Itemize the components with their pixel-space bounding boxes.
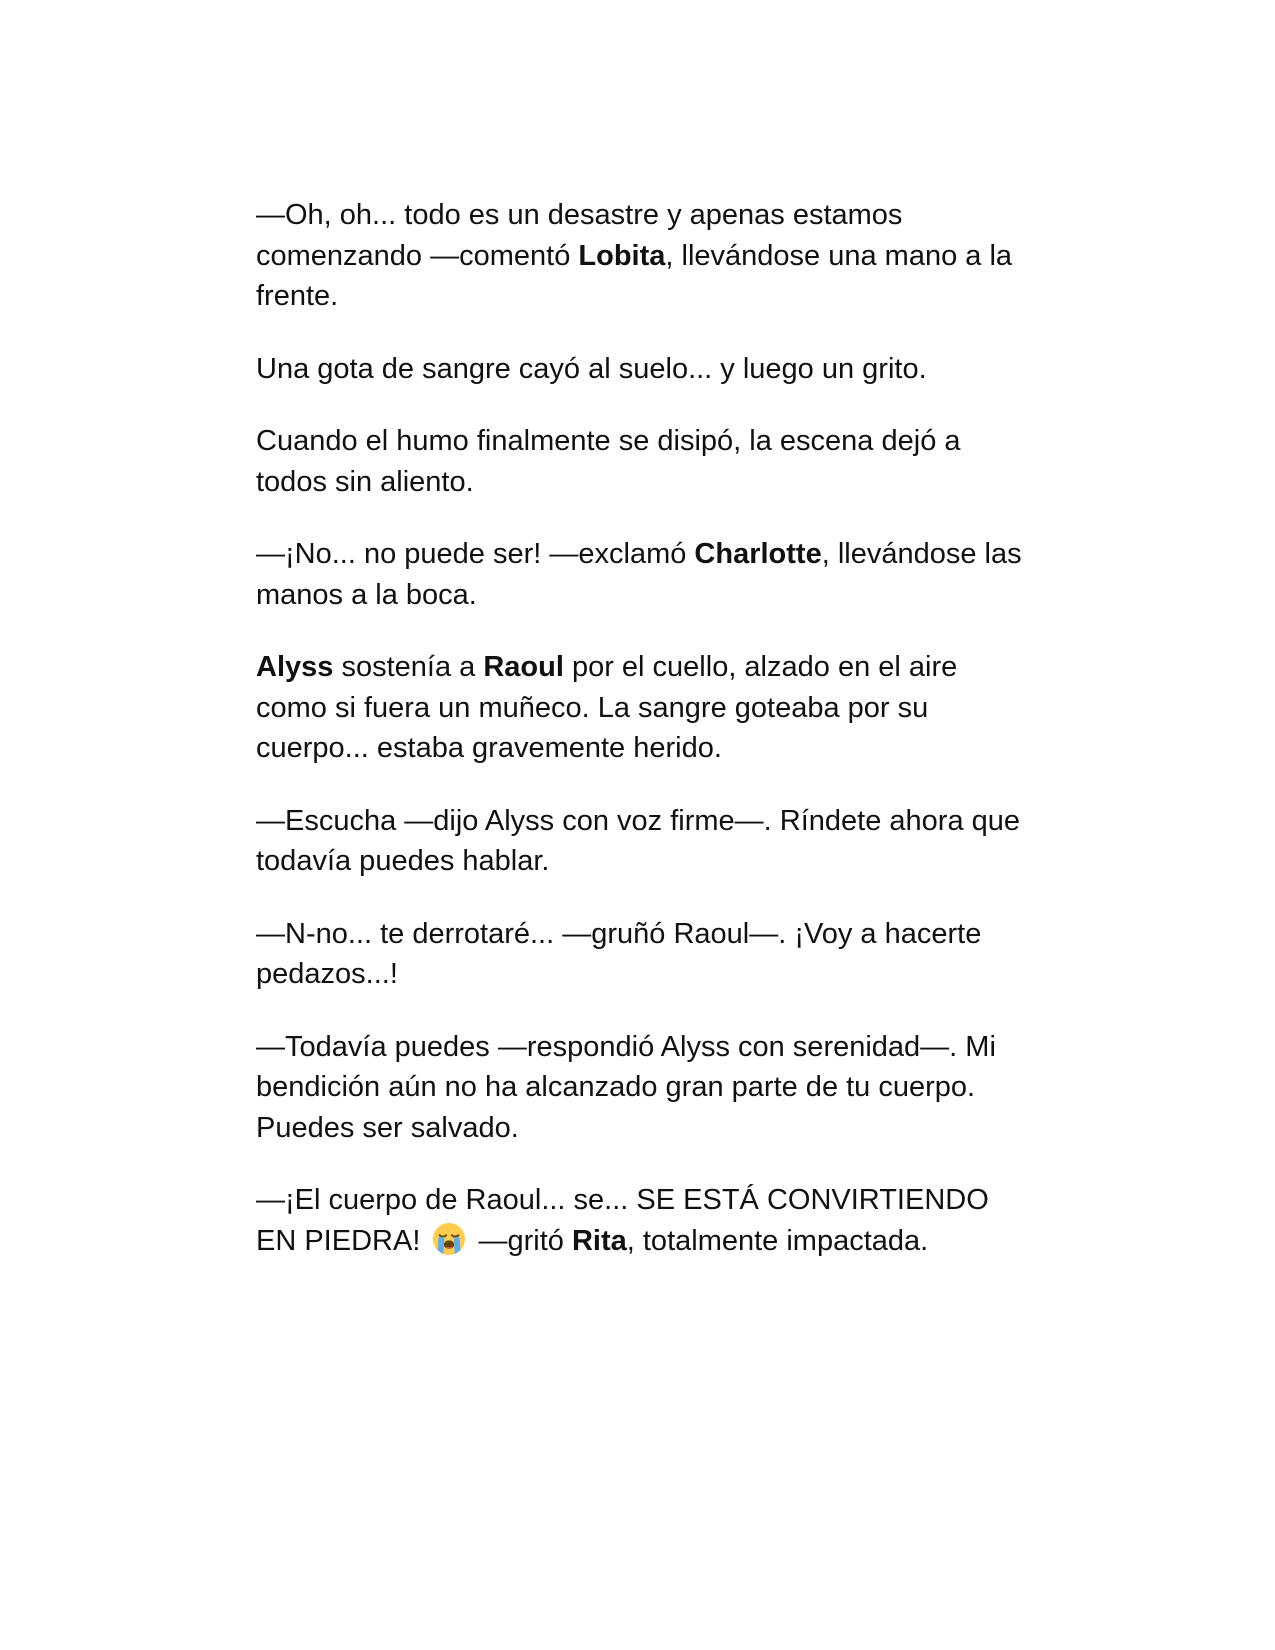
text-segment: —Oh, oh... todo es un desastre y apenas estamos comenzando —comentó xyxy=(256,199,903,272)
text-segment: Una gota de sangre cayó al suelo... y luego un grito. xyxy=(256,352,927,385)
paragraph xyxy=(256,195,1036,317)
character-name: Rita xyxy=(571,1224,627,1257)
text-segment: por el cuello, alzado en el aire como si fuera un muñeco. La sangre goteaba por su cuerpo... estaba gravemente herido. xyxy=(256,651,958,764)
text-segment: , llevándose una mano a la frente. xyxy=(256,239,1013,312)
text-segment: —¡No... no puede ser! —exclamó xyxy=(256,538,695,570)
paragraph xyxy=(256,349,1036,390)
text-segment: , llevándose las manos a la boca. xyxy=(256,538,1022,611)
paragraph xyxy=(256,647,1036,769)
text-segment: sostenía a xyxy=(333,651,484,683)
text-segment: —¡El cuerpo de Raoul... se... SE ESTÁ CONVIRTIENDO EN PIEDRA! xyxy=(256,1184,989,1257)
text-segment: Cuando el humo finalmente se disipó, la escena dejó a todos sin aliento. xyxy=(256,425,961,498)
paragraph xyxy=(256,534,1036,615)
paragraph xyxy=(256,801,1036,882)
paragraph xyxy=(256,421,1036,502)
paragraph xyxy=(256,1180,1036,1261)
paragraph xyxy=(256,1027,1036,1149)
character-name: Charlotte xyxy=(694,538,822,570)
text-segment: —gritó xyxy=(470,1224,572,1257)
loudly-crying-face-emoji-icon xyxy=(428,1225,470,1257)
story-text xyxy=(256,195,1036,1293)
character-name: Alyss xyxy=(256,651,334,683)
character-name: Lobita xyxy=(578,239,666,272)
text-segment: , totalmente impactada. xyxy=(626,1224,929,1257)
text-segment: —Escucha —dijo Alyss con voz firme—. Ríndete ahora que todavía puedes hablar. xyxy=(256,804,1021,877)
character-name: Raoul xyxy=(483,651,564,683)
text-segment: —Todavía puedes —respondió Alyss con serenidad—. Mi bendición aún no ha alcanzado gran parte de tu cuerpo. Puedes ser salvado. xyxy=(256,1030,996,1144)
paragraph xyxy=(256,914,1036,995)
text-segment: —N-no... te derrotaré... —gruñó Raoul—. ¡Voy a hacerte pedazos...! xyxy=(256,917,982,990)
